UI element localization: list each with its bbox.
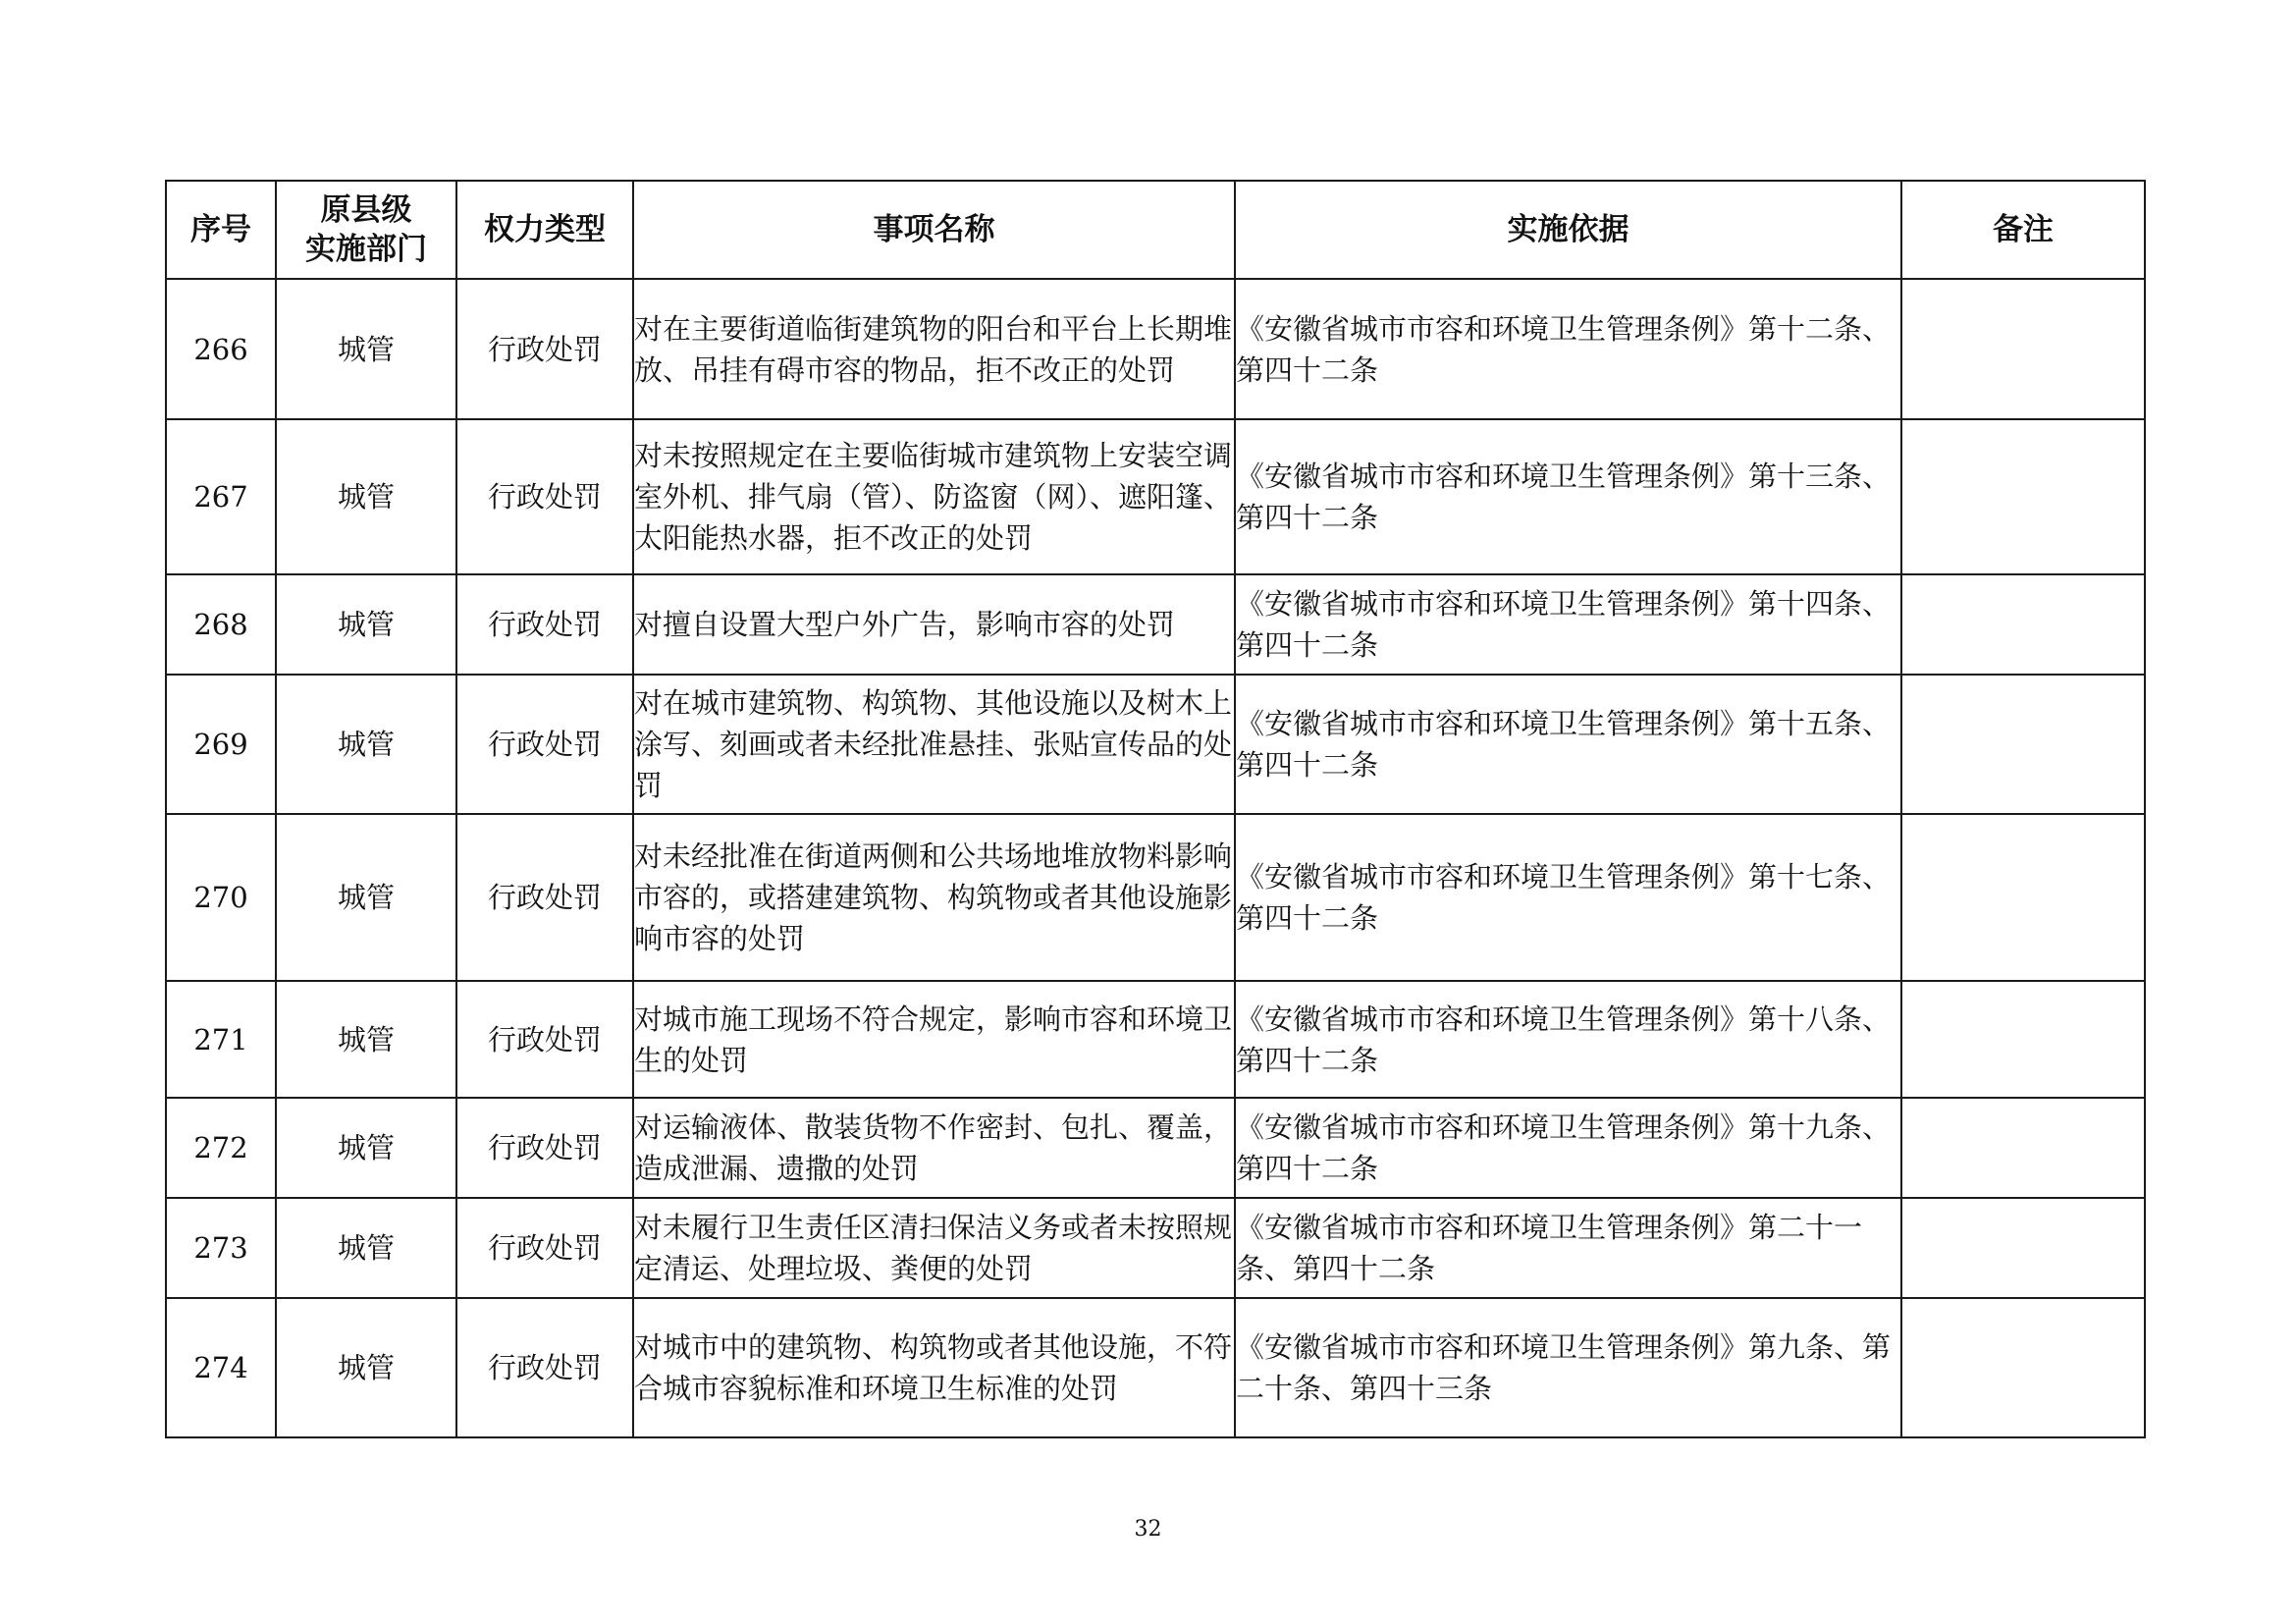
cell-item: 对未按照规定在主要临街城市建筑物上安装空调室外机、排气扇（管）、防盗窗（网）、遮阳篷、太阳能热水器，拒不改正的处罚 — [633, 419, 1235, 574]
cell-dept: 城管 — [276, 574, 456, 675]
cell-item: 对城市中的建筑物、构筑物或者其他设施，不符合城市容貌标准和环境卫生标准的处罚 — [633, 1298, 1235, 1437]
cell-remark — [1901, 1198, 2145, 1298]
header-dept-line2: 实施部门 — [305, 232, 427, 267]
cell-type: 行政处罚 — [456, 1098, 633, 1198]
header-dept — [276, 181, 456, 279]
table-row — [166, 279, 2145, 419]
header-type: 权力类型 — [456, 181, 633, 279]
cell-item: 对运输液体、散装货物不作密封、包扎、覆盖，造成泄漏、遗撒的处罚 — [633, 1098, 1235, 1198]
cell-dept: 城管 — [276, 1198, 456, 1298]
cell-remark — [1901, 574, 2145, 675]
cell-dept: 城管 — [276, 1098, 456, 1198]
table-row — [166, 419, 2145, 574]
cell-basis: 《安徽省城市市容和环境卫生管理条例》第十七条、第四十二条 — [1235, 814, 1901, 981]
cell-no: 269 — [166, 675, 276, 814]
cell-basis: 《安徽省城市市容和环境卫生管理条例》第十五条、第四十二条 — [1235, 675, 1901, 814]
cell-item: 对在主要街道临街建筑物的阳台和平台上长期堆放、吊挂有碍市容的物品，拒不改正的处罚 — [633, 279, 1235, 419]
cell-basis: 《安徽省城市市容和环境卫生管理条例》第十四条、第四十二条 — [1235, 574, 1901, 675]
cell-type: 行政处罚 — [456, 981, 633, 1098]
cell-basis: 《安徽省城市市容和环境卫生管理条例》第十九条、第四十二条 — [1235, 1098, 1901, 1198]
cell-type: 行政处罚 — [456, 1298, 633, 1437]
header-no: 序号 — [166, 181, 276, 279]
header-remark: 备注 — [1901, 181, 2145, 279]
cell-remark — [1901, 981, 2145, 1098]
cell-item: 对未经批准在街道两侧和公共场地堆放物料影响市容的，或搭建建筑物、构筑物或者其他设施影响市容的处罚 — [633, 814, 1235, 981]
header-row — [166, 181, 2145, 279]
cell-no: 266 — [166, 279, 276, 419]
table-row — [166, 981, 2145, 1098]
table-row — [166, 1298, 2145, 1437]
page-number: 32 — [1134, 1517, 1162, 1542]
cell-type: 行政处罚 — [456, 574, 633, 675]
table-row — [166, 814, 2145, 981]
cell-no: 274 — [166, 1298, 276, 1437]
cell-dept: 城管 — [276, 1298, 456, 1437]
table-row — [166, 1098, 2145, 1198]
cell-dept: 城管 — [276, 419, 456, 574]
power-list-table — [165, 180, 2146, 1438]
cell-dept: 城管 — [276, 279, 456, 419]
cell-dept: 城管 — [276, 814, 456, 981]
table-row — [166, 574, 2145, 675]
cell-remark — [1901, 1098, 2145, 1198]
cell-remark — [1901, 1298, 2145, 1437]
cell-no: 273 — [166, 1198, 276, 1298]
cell-remark — [1901, 419, 2145, 574]
cell-basis: 《安徽省城市市容和环境卫生管理条例》第十三条、第四十二条 — [1235, 419, 1901, 574]
header-dept-line1: 原县级 — [320, 192, 412, 228]
cell-type: 行政处罚 — [456, 1198, 633, 1298]
cell-basis: 《安徽省城市市容和环境卫生管理条例》第十二条、第四十二条 — [1235, 279, 1901, 419]
cell-no: 268 — [166, 574, 276, 675]
cell-item: 对擅自设置大型户外广告，影响市容的处罚 — [633, 574, 1235, 675]
cell-basis: 《安徽省城市市容和环境卫生管理条例》第九条、第二十条、第四十三条 — [1235, 1298, 1901, 1437]
cell-type: 行政处罚 — [456, 814, 633, 981]
cell-basis: 《安徽省城市市容和环境卫生管理条例》第二十一条、第四十二条 — [1235, 1198, 1901, 1298]
cell-type: 行政处罚 — [456, 419, 633, 574]
cell-dept: 城管 — [276, 981, 456, 1098]
cell-item: 对未履行卫生责任区清扫保洁义务或者未按照规定清运、处理垃圾、粪便的处罚 — [633, 1198, 1235, 1298]
table-row — [166, 675, 2145, 814]
cell-no: 270 — [166, 814, 276, 981]
header-item: 事项名称 — [633, 181, 1235, 279]
header-basis: 实施依据 — [1235, 181, 1901, 279]
cell-dept: 城管 — [276, 675, 456, 814]
cell-no: 271 — [166, 981, 276, 1098]
cell-remark — [1901, 675, 2145, 814]
cell-item: 对城市施工现场不符合规定，影响市容和环境卫生的处罚 — [633, 981, 1235, 1098]
cell-item: 对在城市建筑物、构筑物、其他设施以及树木上涂写、刻画或者未经批准悬挂、张贴宣传品的处罚 — [633, 675, 1235, 814]
table-header — [166, 181, 2145, 279]
cell-type: 行政处罚 — [456, 279, 633, 419]
cell-remark — [1901, 814, 2145, 981]
cell-basis: 《安徽省城市市容和环境卫生管理条例》第十八条、第四十二条 — [1235, 981, 1901, 1098]
table-body — [166, 279, 2145, 1437]
cell-no: 272 — [166, 1098, 276, 1198]
cell-remark — [1901, 279, 2145, 419]
table-row — [166, 1198, 2145, 1298]
cell-type: 行政处罚 — [456, 675, 633, 814]
cell-no: 267 — [166, 419, 276, 574]
